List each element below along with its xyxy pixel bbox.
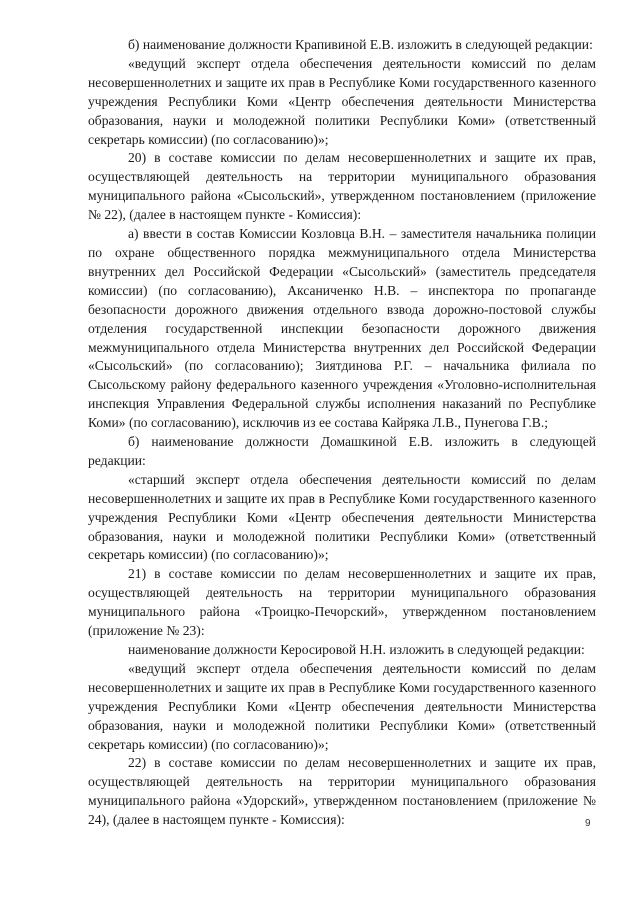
paragraph-item-20a: а) ввести в состав Комиссии Козловца В.Н. – заместителя начальника полиции по охране общественного порядка межмуниципального отдела Министерства внутренних дел Российской Федерации «Сысольский» (заместитель председателя комиссии) (по согласованию), Аксаниченко Н.В. – инспектора по пропаганде безопасности дорожного движения отдельного взвода дорожно-постовой службы отделения государственной инспекции безопасности дорожного движения межмуниципального отдела Министерства внутренних дел Российской Федерации «Сысольский» (по согласованию); Зиятдинова Р.Г. – начальника филиала по Сысольскому району федерального казенного учреждения «Уголовно-исполнительная инспекция Управления Федеральной службы исполнения наказаний по Республике Коми» (по согласованию), исключив из ее состава Кайряка Л.В., Пунегова Г.В.; [88,226,596,431]
paragraph-item-20b: б) наименование должности Домашкиной Е.В. изложить в следующей редакции: [88,434,596,468]
paragraph-item-21-kerosirova: наименование должности Керосировой Н.Н. изложить в следующей редакции: [128,642,585,657]
paragraph-quote-kerosirova: «ведущий эксперт отдела обеспечения деятельности комиссий по делам несовершеннолетних и защите их прав в Республике Коми государственного казенного учреждения Республики Коми «Центр обеспечения деятельности Министерства образования, науки и молодежной политики Республики Коми» (ответственный секретарь комиссии) (по согласованию)»; [88,660,596,752]
paragraph-b-krapivina: б) наименование должности Крапивиной Е.В. изложить в следующей редакции: [128,37,593,52]
paragraph-quote-domashkina: «старший эксперт отдела обеспечения деятельности комиссий по делам несовершеннолетних и защите их прав в Республике Коми государственного казенного учреждения Республики Коми «Центр обеспечения деятельности Министерства образования, науки и молодежной политики Республики Коми» (ответственный секретарь комиссии) (по согласованию)»; [88,471,596,563]
paragraph-quote-krapivina: «ведущий эксперт отдела обеспечения деятельности комиссий по делам несовершеннолетних и защите их прав в Республике Коми государственного казенного учреждения Республики Коми «Центр обеспечения деятельности Министерства образования, науки и молодежной политики Республики Коми» (ответственный секретарь комиссии) (по согласованию)»; [88,55,596,147]
document-body [88,36,596,830]
page-number: 9 [585,818,591,829]
paragraph-item-22: 22) в составе комиссии по делам несовершеннолетних и защите их прав, осуществляющей деятельность на территории муниципального образования муниципального района «Удорский», утвержденном постановлением (приложение № 24), (далее в настоящем пункте - Комиссия): [88,755,596,828]
paragraph-item-20: 20) в составе комиссии по делам несовершеннолетних и защите их прав, осуществляющей деятельность на территории муниципального образования муниципального района «Сысольский», утвержденном постановлением (приложение № 22), (далее в настоящем пункте - Комиссия): [88,150,596,223]
paragraph-item-21: 21) в составе комиссии по делам несовершеннолетних и защите их прав, осуществляющей деятельность на территории муниципального образования муниципального района «Троицко-Печорский», утвержденном постановлением (приложение № 23): [88,566,596,639]
